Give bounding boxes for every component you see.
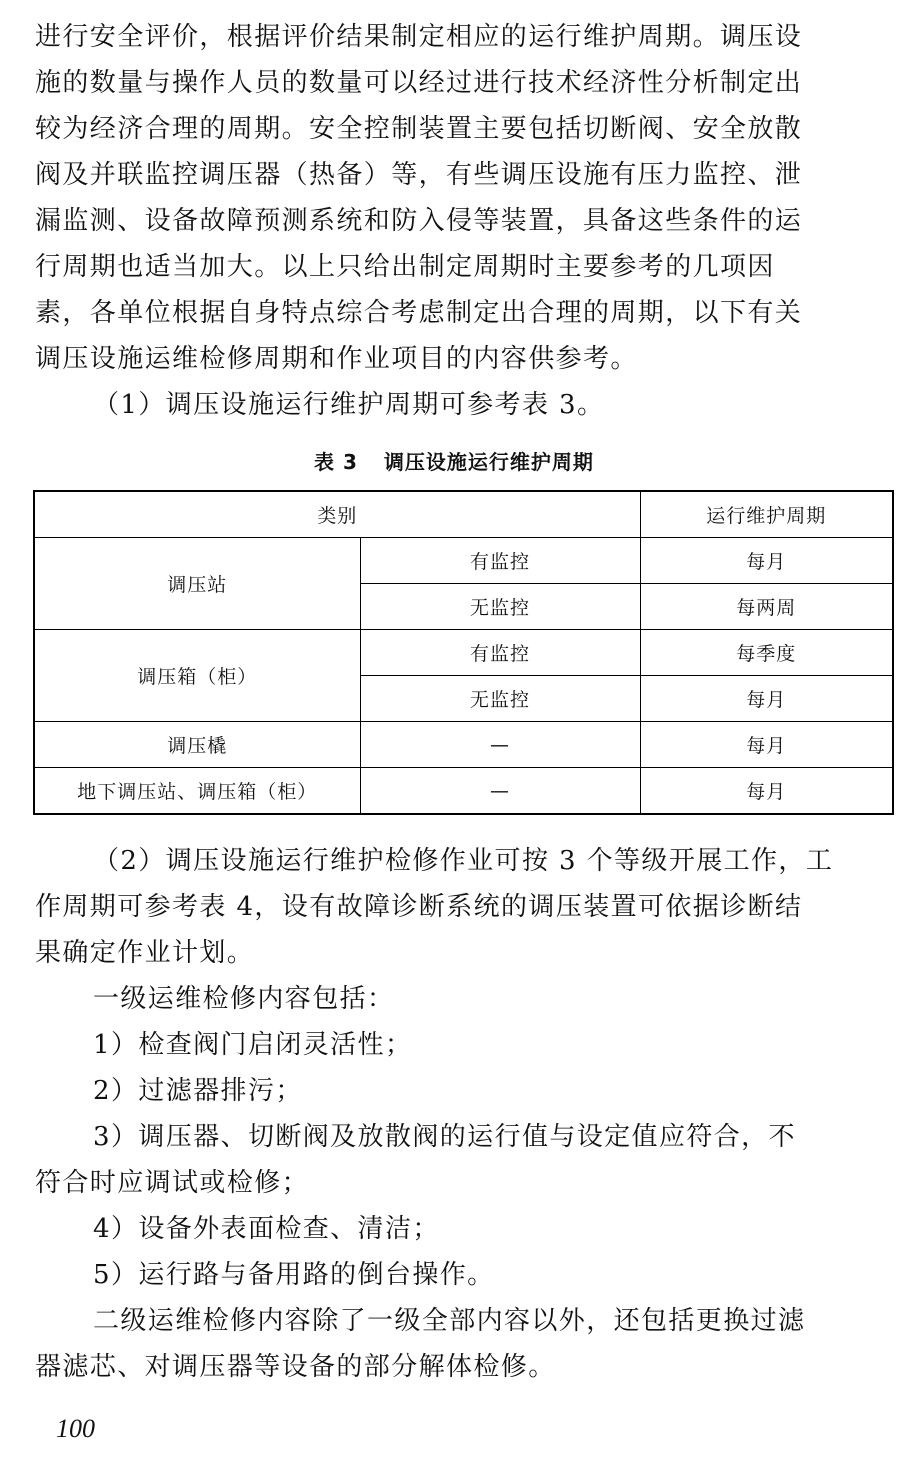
maintenance-cycle-table <box>33 490 894 815</box>
header-category: 类别 <box>34 491 640 538</box>
cell-monitor: 有监控 <box>360 538 640 584</box>
cell-cycle: 每月 <box>640 676 893 722</box>
paragraph-maintenance-cycle-intro <box>35 14 893 428</box>
text-line: 果确定作业计划。 <box>35 938 255 968</box>
text-line: 素，各单位根据自身特点综合考虑制定出合理的周期，以下有关 <box>35 298 803 328</box>
level1-intro: 一级运维检修内容包括： <box>93 984 395 1014</box>
header-cycle: 运行维护周期 <box>640 491 893 538</box>
level1-item-continuation: 符合时应调试或检修； <box>35 1168 310 1198</box>
table-row <box>34 722 893 768</box>
table-title: 调压设施运行维护周期 <box>383 450 594 474</box>
level2-text: 器滤芯、对调压器等设备的部分解体检修。 <box>35 1352 556 1382</box>
text-line: 较为经济合理的周期。安全控制装置主要包括切断阀、安全放散 <box>35 114 803 144</box>
level1-item: 5）运行路与备用路的倒台操作。 <box>93 1260 495 1290</box>
cell-type: 地下调压站、调压箱（柜） <box>34 768 360 815</box>
text-line: 行周期也适当加大。以上只给出制定周期时主要参考的几项因 <box>35 252 775 282</box>
table-number: 表 3 <box>314 450 358 474</box>
cell-type: 调压箱（柜） <box>34 630 360 722</box>
level1-item: 4）设备外表面检查、清洁； <box>93 1214 440 1244</box>
text-line: 漏监测、设备故障预测系统和防入侵等装置，具备这些条件的运 <box>35 206 803 236</box>
table-header-row <box>34 491 893 538</box>
text-line: 进行安全评价，根据评价结果制定相应的运行维护周期。调压设 <box>35 22 803 52</box>
cell-cycle: 每月 <box>640 768 893 815</box>
table-row <box>34 630 893 676</box>
list-item-1-reference: （1）调压设施运行维护周期可参考表 3。 <box>93 390 605 420</box>
cell-cycle: 每季度 <box>640 630 893 676</box>
table-caption <box>0 446 908 475</box>
level1-item: 2）过滤器排污； <box>93 1076 303 1106</box>
table-row <box>34 538 893 584</box>
cell-cycle: 每两周 <box>640 584 893 630</box>
page-number: 100 <box>56 1414 95 1443</box>
text-line: （2）调压设施运行维护检修作业可按 3 个等级开展工作，工 <box>93 846 834 876</box>
cell-type: 调压站 <box>34 538 360 630</box>
paragraph-maintenance-levels <box>35 838 893 1390</box>
cell-monitor: — <box>360 722 640 768</box>
text-line: 施的数量与操作人员的数量可以经过进行技术经济性分析制定出 <box>35 68 803 98</box>
cell-cycle: 每月 <box>640 538 893 584</box>
cell-monitor: 无监控 <box>360 584 640 630</box>
table-row <box>34 768 893 815</box>
text-line: 作周期可参考表 4，设有故障诊断系统的调压装置可依据诊断结 <box>35 892 803 922</box>
cell-monitor: 无监控 <box>360 676 640 722</box>
cell-type: 调压橇 <box>34 722 360 768</box>
cell-monitor: 有监控 <box>360 630 640 676</box>
level1-item: 1）检查阀门启闭灵活性； <box>93 1030 413 1060</box>
cell-cycle: 每月 <box>640 722 893 768</box>
level2-text: 二级运维检修内容除了一级全部内容以外，还包括更换过滤 <box>93 1306 806 1336</box>
text-line: 调压设施运维检修周期和作业项目的内容供参考。 <box>35 344 638 374</box>
text-line: 阀及并联监控调压器（热备）等，有些调压设施有压力监控、泄 <box>35 160 803 190</box>
level1-item: 3）调压器、切断阀及放散阀的运行值与设定值应符合，不 <box>93 1122 796 1152</box>
cell-monitor: — <box>360 768 640 815</box>
